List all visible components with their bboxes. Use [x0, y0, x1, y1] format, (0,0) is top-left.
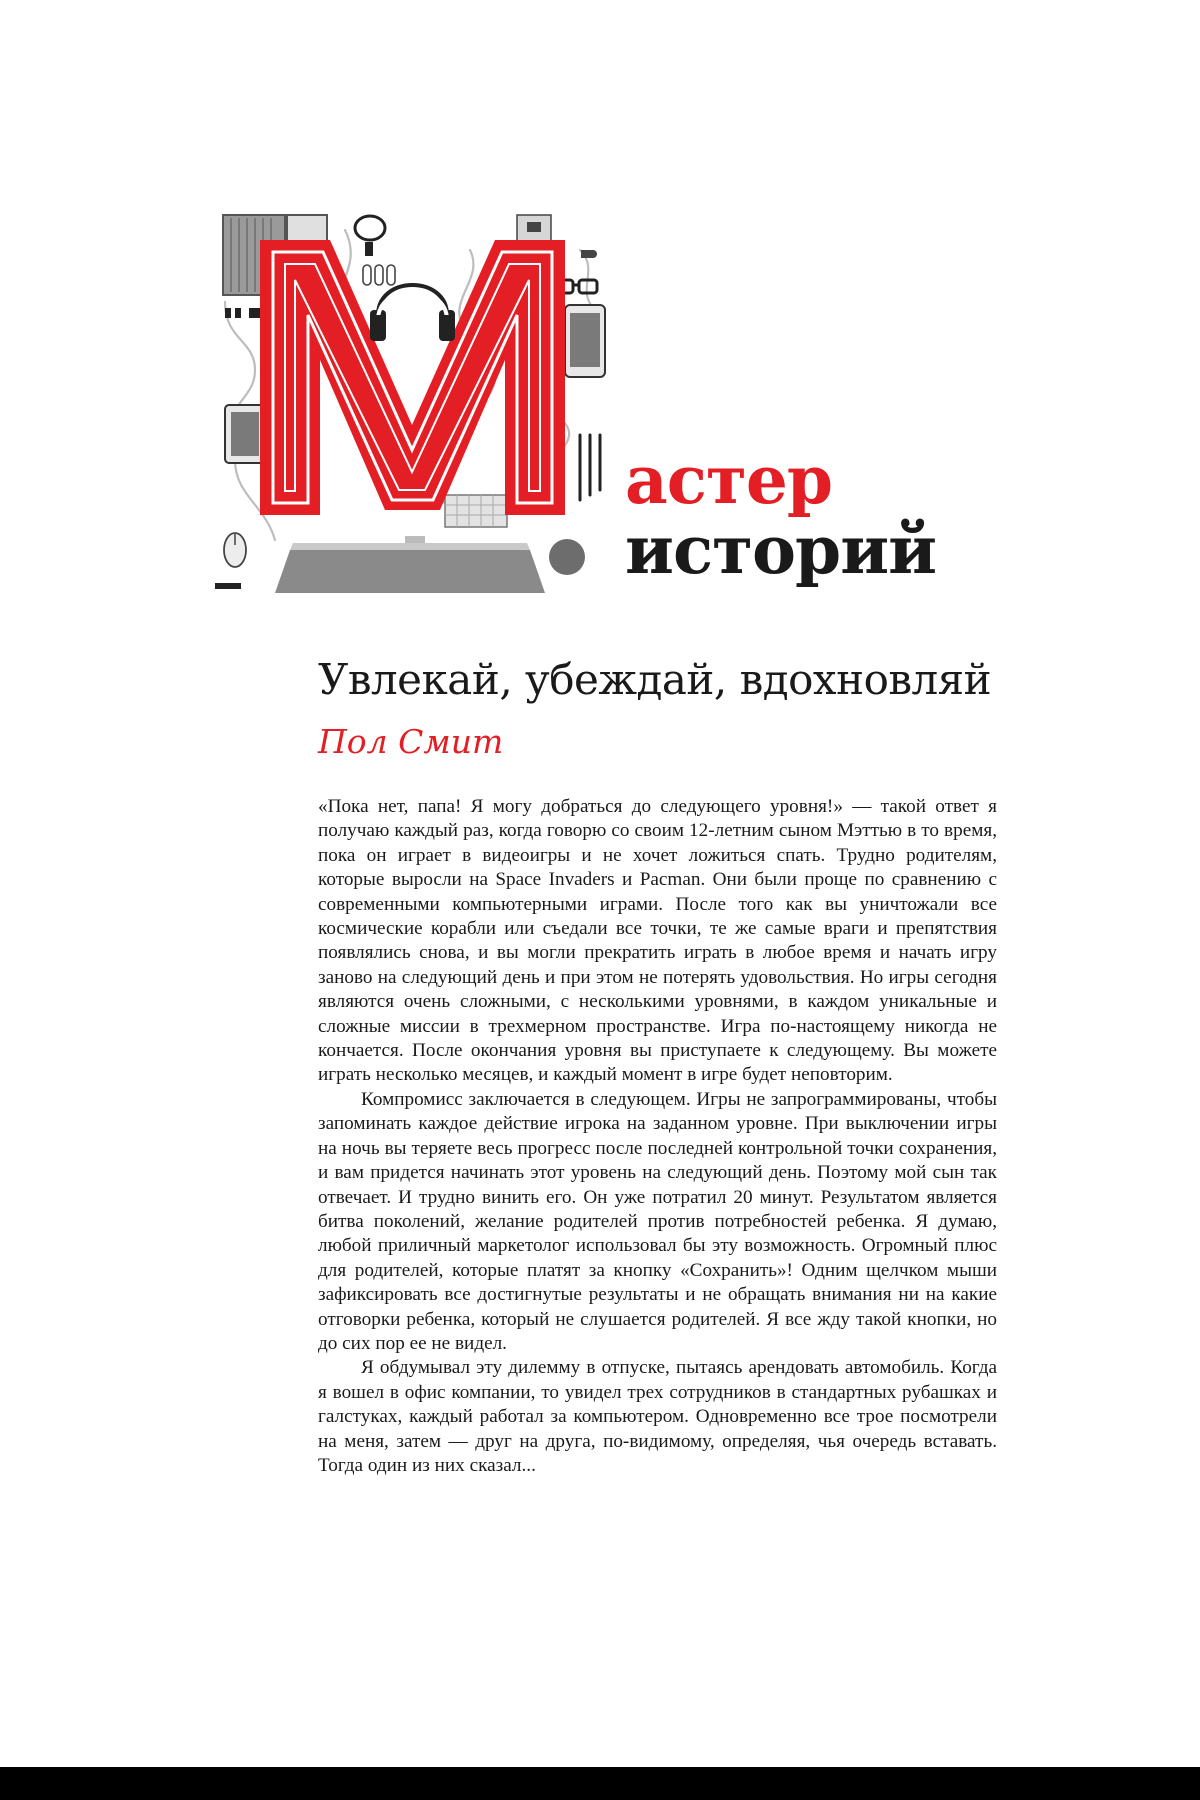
- title-line-1: астер: [625, 441, 832, 519]
- title-line-2: историй: [625, 511, 937, 589]
- mouse-icon: [215, 533, 246, 589]
- book-subtitle: Увлекай, убеждай, вдохновляй: [318, 655, 992, 704]
- tablet-icon: [225, 405, 265, 463]
- paragraph: Компромисс заключается в следующем. Игры не запрограммированы, чтобы запоминать каждое действие игрока на заданном уровне. При выключении игры на ночь вы теряете весь прогресс после последней контрольной точки сохранения, и вам придется начинать этот уровень на следующий день. Поэтому мой сын так отвечает. И трудно винить его. Он уже потратил 20 минут. Результатом является битва поколений, желание родителей против потребностей ребенка. Я думаю, любой приличный маркетолог использовал бы эту возможность. Огромный плюс для родителей, которые платят за кнопку «Сохранить»! Одним щелчком мыши зафиксировать все достигнутые результаты и не обращать внимания ни на какие отговорки ребенка, который не слушается родителей. Я все жду такой кнопки, но до сих пор ее не видел.: [318, 1088, 997, 1354]
- author-name: Пол Смит: [318, 722, 504, 761]
- plug-icon: [225, 308, 261, 318]
- cable-icon: [355, 216, 385, 256]
- cover-illustration: [215, 210, 610, 600]
- cup-icon: [549, 539, 585, 575]
- body-text: [318, 795, 997, 1478]
- pen-icon: [580, 435, 600, 500]
- paragraph: «Пока нет, папа! Я могу добраться до следующего уровня!» — такой ответ я получаю каждый раз, когда говорю со своим 12-летним сыном Мэттью в то время, пока он играет в видеоигры и не хочет ложиться спать. Трудно родителям, которые выросли на Space Invaders и Pacman. Они были проще по сравнению с современными компьютерными играми. После того как вы уничтожали все космические корабли или съедали все точки, те же самые враги и препятствия появлялись снова, и вы могли прекратить играть в любое время и начать игру заново на следующий день и при этом не потерять удовольствия. Но игры сегодня являются очень сложными, с несколькими уровнями, в каждом уникальные и сложные миссии в трехмерном пространстве. Игра по-настоящему никогда не кончается. После окончания уровня вы приступаете к следующему. Вы можете играть несколько месяцев, и каждый момент в игре будет неповторим.: [318, 796, 997, 1086]
- monitor-icon: [275, 536, 545, 593]
- paragraph: Я обдумывал эту дилемму в отпуске, пытаясь арендовать автомобиль. Когда я вошел в офис компании, то увидел трех сотрудников в стандартных рубашках и галстуках, каждый работал за компьютером. Одновременно все трое посмотрели на меня, затем — друг на друга, по-видимому, определяя, чья очередь вставать. Тогда один из них сказал...: [318, 1357, 997, 1476]
- book-title: [625, 441, 937, 589]
- bottom-bar: [0, 1767, 1200, 1800]
- keyboard-icon: [445, 495, 507, 527]
- smartphone-icon: [565, 305, 605, 377]
- drop-letter-m: [260, 240, 565, 515]
- paperclip-icon: [363, 265, 395, 285]
